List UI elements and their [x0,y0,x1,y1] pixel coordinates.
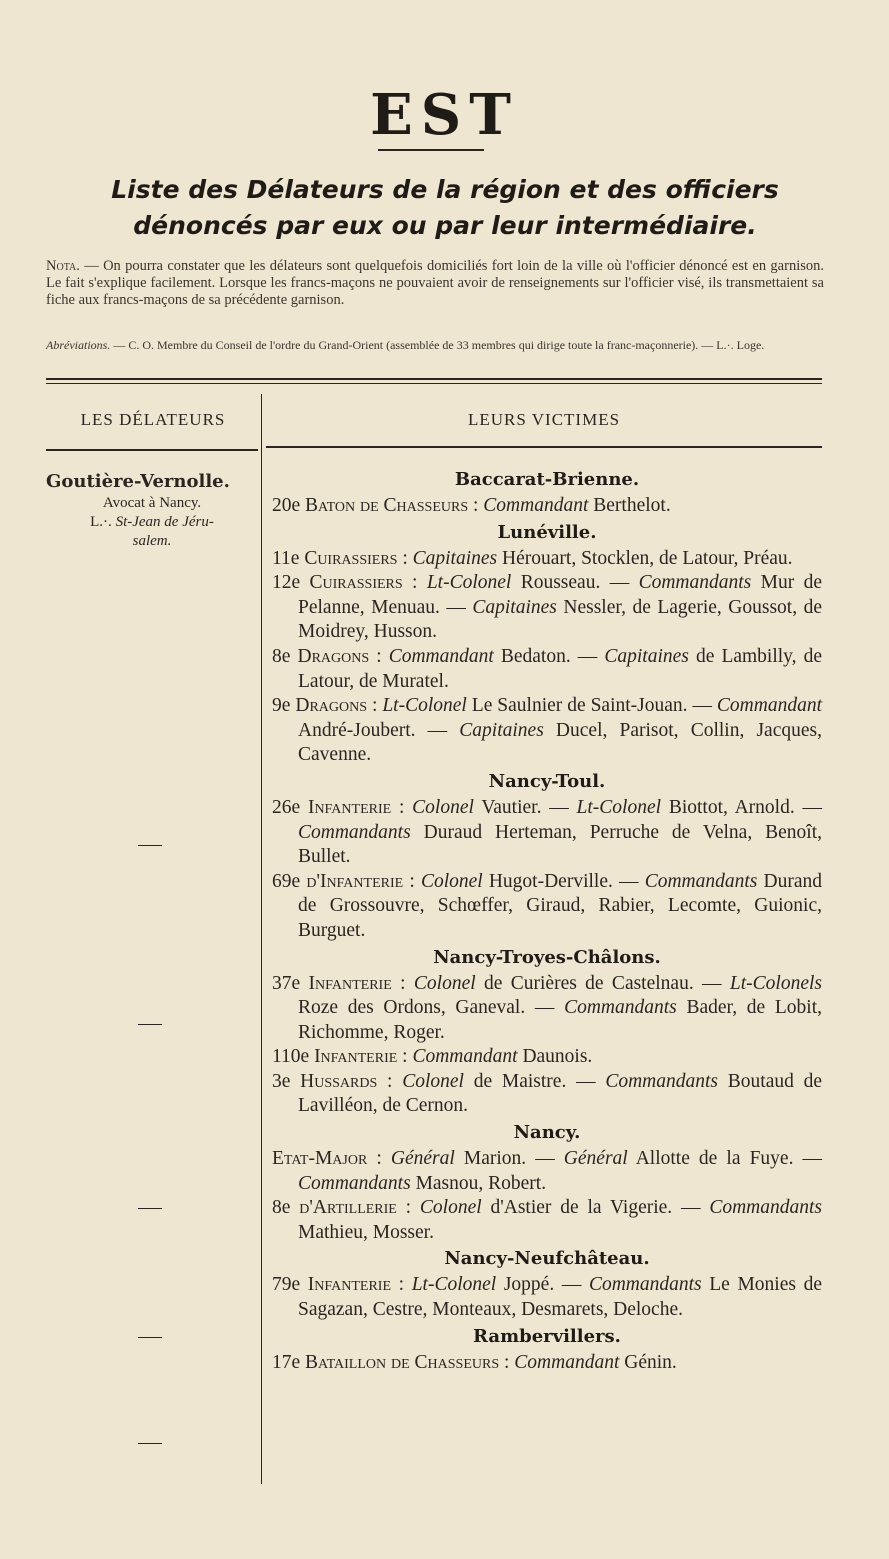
garrison-town: Nancy-Troyes-Châlons. [433,946,661,968]
delateur-name: Goutière-Vernolle. [46,471,230,492]
column-header-victimes: LEURS VICTIMES [467,410,621,429]
entry-text: : [396,1197,420,1219]
ditto-dash [138,1208,162,1209]
regiment-name: d'Artillerie [299,1197,397,1219]
entry-text: André-Joubert. — [298,719,460,741]
entry-text: 3e [272,1070,301,1092]
officer-rank: Colonel [402,1070,464,1092]
abbreviations-label: Abréviations. [46,338,111,352]
ditto-dash [138,1443,162,1444]
regiment-name: Baton de Chasseurs [305,495,469,516]
regiment-name: Infanterie [307,796,392,818]
regiment-entry [272,571,822,645]
entry-text: : [499,1351,515,1373]
regiment-entry [272,1351,822,1376]
officer-rank: Colonel [412,796,474,818]
entry-text: : [377,1070,403,1092]
entry-text: : [369,645,389,667]
delateur-entry [46,470,258,551]
entry-text: 8e [272,1197,300,1219]
garrison-section [272,519,822,768]
regiment-entry [272,796,822,870]
title-underline [378,149,484,151]
garrison-section [272,944,822,1120]
garrison-section [272,1119,822,1245]
regiment-entry [272,870,822,944]
ditto-dash [138,1337,162,1338]
entry-text: : [391,1274,412,1296]
entry-text: d'Astier de la Vigerie. — [481,1197,710,1219]
entry-text: 20e [272,495,306,516]
garrison-section [272,466,822,519]
entry-text: de Curières de Castelnau. — [475,972,730,994]
entry-text: Ducel, Parisot, Collin, Jacques, Cavenne. [298,719,822,766]
lodge-name: St-Jean de Jéru- [115,514,214,530]
double-rule-top [46,378,822,380]
entry-text: Hérouart, Stocklen, de Latour, Préau. [497,547,793,569]
officer-rank: Colonel [419,1197,482,1219]
officer-rank: Commandant [388,645,494,667]
officer-rank: Commandant [716,695,823,717]
regiment-entry [272,494,822,519]
officer-rank: Commandants [605,1070,719,1092]
entry-text: Bader, de Lobit, Richomme, Roger. [298,997,822,1043]
entry-text: de Lambilly, de Latour, de Muratel. [298,645,823,692]
entry-text: Rousseau. — [511,572,639,594]
delateur-lodge-cont [46,532,258,551]
lodge-prefix: L.·. [90,514,116,530]
regiment-entry [272,645,822,694]
entry-text: Boutaud de Lavilléon, de Cernon. [298,1070,823,1117]
nota-paragraph [46,258,824,309]
entry-text: Bedaton. — [493,645,605,667]
entry-text: Vautier. — [473,796,577,818]
garrison-town: Nancy-Neufchâteau. [444,1248,650,1270]
entry-text: Joppé. — [496,1274,589,1296]
lodge-name-cont: salem. [132,533,172,549]
regiment-name: Dragons [295,695,368,717]
officer-rank: Lt-Colonel [382,695,467,717]
regiment-entry [272,1147,822,1196]
entry-text: Le Monies de Sagazan, Cestre, Monteaux, Desmarets, Deloche. [298,1274,822,1321]
regiment-entry [272,1196,822,1245]
officer-rank: Commandants [644,870,758,892]
regiment-name: Hussards [300,1070,378,1092]
entry-text: Biottot, Arnold. — [661,796,822,818]
entry-text: Durand de Grossouvre, Schœffer, Giraud, Rabier, Lecomte, Guionic, Burguet. [298,870,823,941]
entry-text: 9e [272,695,296,717]
regiment-entry [272,1045,822,1070]
officer-rank: Colonel [420,870,483,892]
officer-rank: Lt-Colonel [426,572,512,594]
entry-text: Masnou, Robert. [410,1172,547,1194]
garrison-town: Rambervillers. [473,1325,621,1347]
officer-rank: Lt-Colonels [729,972,823,994]
column-header-delateurs: LES DÉLATEURS [80,410,226,429]
ditto-dash [138,845,162,846]
ditto-dash [138,1024,162,1025]
entry-text: Daunois. [517,1046,593,1068]
officer-rank: Capitaines [459,719,544,741]
subtitle-line-2: dénoncés par eux ou par leur intermédiaire. [133,211,757,240]
entry-text: Berthelot. [588,495,671,516]
entry-text: Le Saulnier de Saint-Jouan. — [466,695,717,717]
entry-text: Roze des Ordons, Ganeval. — [298,997,565,1019]
officer-rank: Commandants [588,1274,702,1296]
entry-text: : [468,495,484,516]
officer-rank: Capitaines [472,596,557,618]
subtitle-line-1: Liste des Délateurs de la région et des officiers [111,175,779,204]
header-rule-left [46,449,258,451]
regiment-name: Cuirassiers [309,572,403,594]
officer-rank: Colonel [413,972,476,994]
regiment-name: Infanterie [314,1046,398,1068]
entry-text: Allotte de la Fuye. — [627,1148,823,1170]
entry-text: : [391,972,414,994]
garrison-section [272,768,822,944]
double-rule-bottom [46,383,822,384]
page-subtitle [30,172,860,244]
officer-rank: Lt-Colonel [411,1274,497,1296]
entry-text: 8e [272,645,298,667]
officer-rank: Commandant [483,495,589,516]
delateur-lodge [46,513,258,532]
regiment-entry [272,1070,822,1119]
entry-text: 69e [272,870,307,892]
officer-rank: Général [563,1148,628,1170]
nota-text: — On pourra constater que les délateurs sont quelquefois domiciliés fort loin de la ville où l'officier dénoncé est en garnison. Le fait s'explique facilement. Lorsque les francs-maçons ne pouvaient avoir de renseignements sur l'officier visé, ils transmettaient sa fiche aux francs-maçons de sa précédente garnison. [46,258,824,308]
entry-text: Marion. — [454,1148,564,1170]
entry-text: Duraud Herteman, Perruche de Velna, Benoît, Bullet. [298,821,822,868]
entry-text: Génin. [619,1351,677,1373]
regiment-name: Cuirassiers [304,547,398,569]
officer-rank: Lt-Colonel [576,796,662,818]
entry-text: : [403,870,421,892]
officer-rank: Commandant [514,1351,620,1373]
entry-text: : [367,695,383,717]
officer-rank: Capitaines [604,645,689,667]
regiment-entry [272,547,822,572]
regiment-name: Etat-Major [272,1148,368,1170]
entry-text: Hugot-Derville. — [482,870,645,892]
regiment-name: Infanterie [307,1274,392,1296]
column-divider [261,394,262,1484]
officer-rank: Commandants [638,572,752,594]
regiment-entry [272,694,822,768]
entry-text: Nessler, de Lagerie, Goussot, de Moidrey, Husson. [298,596,822,643]
garrison-town: Lunéville. [497,521,597,543]
garrison-town: Nancy-Toul. [488,770,606,792]
entry-text: Mur de Pelanne, Menuau. — [298,572,822,618]
entry-text: : [397,547,413,569]
header-rule-right [266,446,822,448]
regiment-name: Dragons [297,645,370,667]
entry-text: 17e [272,1351,306,1373]
entry-text: 26e [272,796,308,818]
entry-text: Mathieu, Mosser. [298,1221,434,1243]
abbreviations-text: — C. O. Membre du Conseil de l'ordre du Grand-Orient (assemblée de 33 membres qui dirige toute la franc-maçonnerie). — L.·. Loge. [110,338,765,352]
entry-text: de Maistre. — [463,1070,606,1092]
officer-rank: Commandants [298,1172,411,1194]
entry-text: 12e [272,572,310,594]
nota-label: Nota. [46,258,80,274]
garrison-section [272,1323,822,1376]
officer-rank: Commandants [564,997,677,1019]
officer-rank: Commandant [412,1046,518,1068]
officer-rank: Général [390,1148,455,1170]
garrison-town: Baccarat-Brienne. [454,469,640,490]
regiment-name: Bataillon de Chasseurs [305,1351,500,1373]
victims-list [272,466,822,1375]
officer-rank: Capitaines [412,547,498,569]
abbreviations-paragraph [46,338,824,353]
regiment-entry [272,972,822,1046]
entry-text: 11e [272,547,305,569]
officer-rank: Commandants [298,821,411,843]
entry-text: 37e [272,972,309,994]
garrison-section [272,1245,822,1322]
entry-text: : [391,796,413,818]
entry-text: 110e [272,1046,315,1068]
regiment-entry [272,1273,822,1322]
entry-text: : [397,1046,413,1068]
officer-rank: Commandants [709,1197,822,1219]
entry-text: : [402,572,427,594]
garrison-town: Nancy. [513,1122,581,1144]
entry-text: : [367,1148,391,1170]
regiment-name: d'Infanterie [306,870,404,892]
page-title: EST [370,82,519,148]
entry-text: 79e [272,1274,308,1296]
delateur-profession: Avocat à Nancy. [102,495,202,511]
regiment-name: Infanterie [308,972,392,994]
